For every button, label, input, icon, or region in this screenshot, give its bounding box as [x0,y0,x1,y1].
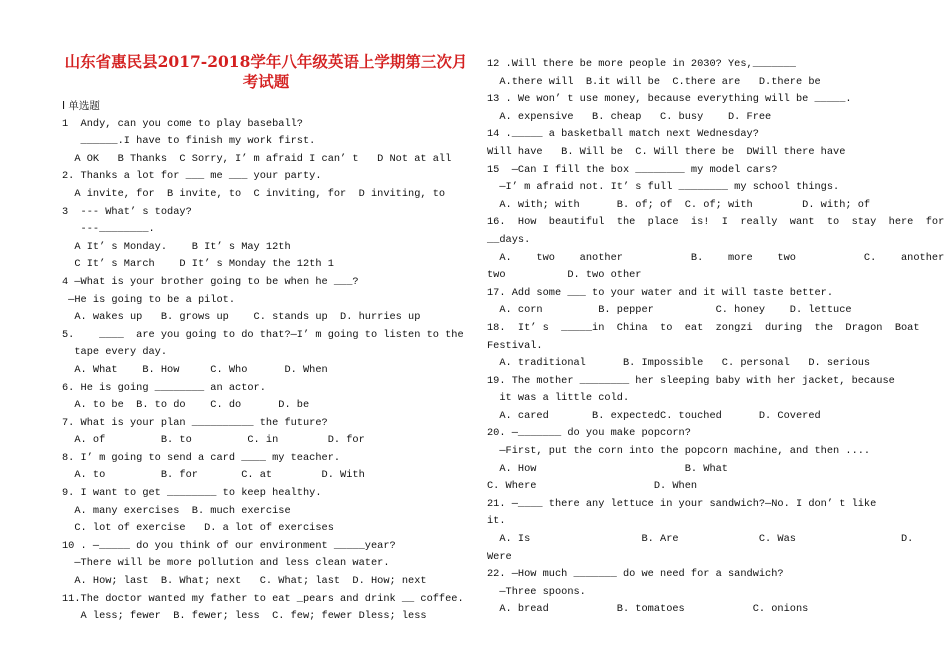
question-line: A. to B. for C. at D. With [62,469,365,482]
question-line: A. bread B. tomatoes C. onions [487,603,809,616]
question-line: it. [487,515,506,528]
title-line-2: 考试题 [242,72,290,91]
left-question-list [62,116,470,626]
question-line: 9. I want to get ________ to keep healthy. [62,487,322,500]
question-line: A. How B. What [487,462,728,475]
question-line: two D. two other [487,269,642,282]
question-line: A OK B Thanks C Sorry, I’ m afraid I can’ t D Not at all [62,152,452,165]
question-line: ---________. [62,223,155,236]
question-line: A less; fewer B. fewer; less C. few; fewer Dless; less [62,610,427,623]
question-line: A. How; last B. What; next C. What; last D. How; next [62,575,427,588]
question-line: A. of B. to C. in D. for [62,434,365,447]
question-line: A. traditional B. Impossible C. personal D. serious [487,357,871,370]
title-line-1: 山东省惠民县2017-2018学年八年级英语上学期第三次月 [64,52,468,71]
question-line: 8. I’ m going to send a card ____ my teacher. [62,451,341,464]
left-column [62,52,470,626]
question-line: C. Where D. When [487,480,698,493]
question-line: ______.I have to finish my work first. [62,135,316,148]
question-line: A. expensive B. cheap C. busy D. Free [487,110,772,123]
question-line: 12 .Will there be more people in 2030? Yes,_______ [487,58,796,70]
question-line: A.there will B.it will be C.there are D.there be [487,75,821,88]
question-line: C. lot of exercise D. a lot of exercises [62,522,334,535]
question-line: A. many exercises B. much exercise [62,504,291,517]
question-line: 14 ._____ a basketball match next Wednesday? [487,128,759,141]
question-line: C It’ s March D It’ s Monday the 12th 1 [62,258,334,271]
question-line: 7. What is your plan __________ the future? [62,416,328,429]
question-line: A invite, for B invite, to C inviting, for D inviting, to [62,187,446,200]
question-line: Were [487,550,512,563]
question-line: A. cared B. expectedC. touched D. Covered [487,409,821,422]
question-line: A It’ s Monday. B It’ s May 12th [62,240,291,253]
section-heading: Ⅰ 单选题 [62,100,100,112]
question-line: 15 —Can I fill the box ________ my model cars? [487,163,778,176]
question-line: 5. ____ are you going to do that?—I’ m going to listen to the [62,328,464,341]
question-line: Will have B. Will be C. Will there be DWill there have [487,145,846,158]
question-line: 4 —What is your brother going to be when he ___? [62,275,359,288]
question-line: it was a little cold. [487,392,630,405]
question-line: 13 . We won’ t use money, because everything will be _____. [487,93,852,106]
question-line: —Three spoons. [487,585,586,598]
right-question-list [487,56,945,619]
question-line: A. Is B. Are C. Was D. [487,533,914,546]
question-line: A. to be B. to do C. do D. be [62,399,310,412]
question-line: 21. —____ there any lettuce in your sandwich?—No. I don’ t like [487,497,877,510]
question-line: tape every day. [62,346,168,359]
question-line: —There will be more pollution and less clean water. [62,557,390,570]
question-line: 20. —_______ do you make popcorn? [487,427,691,440]
question-line: 22. —How much _______ do we need for a sandwich? [487,568,784,581]
question-line: 17. Add some ___ to your water and it will taste better. [487,286,834,299]
page-title [62,52,470,92]
question-line: —I’ m afraid not. It’ s full ________ my school things. [487,181,840,194]
question-line: A. What B. How C. Who D. When [62,363,328,376]
question-line: __days. [487,233,531,246]
question-line: 3 --- What’ s today? [62,205,192,218]
question-line: A. two another B. more two C. another [487,251,945,264]
question-line: A. corn B. pepper C. honey D. lettuce [487,304,852,317]
question-line: A. with; with B. of; of C. of; with D. with; of [487,198,871,211]
question-line: Festival. [487,339,543,352]
question-line: 18. It’ s _____in China to eat zongzi during the Dragon Boat [487,321,920,334]
question-line: 1 Andy, can you come to play baseball? [62,117,303,130]
question-line: 11.The doctor wanted my father to eat _pears and drink __ coffee. [62,592,464,605]
right-column [487,56,945,619]
question-line: A. wakes up B. grows up C. stands up D. hurries up [62,311,421,324]
question-line: 6. He is going ________ an actor. [62,381,266,394]
question-line: —First, put the corn into the popcorn machine, and then .... [487,445,871,458]
question-line: —He is going to be a pilot. [62,293,236,306]
question-line: 10 . —_____ do you think of our environment _____year? [62,539,396,552]
question-line: 2. Thanks a lot for ___ me ___ your party. [62,170,322,183]
question-line: 16. How beautiful the place is! I really want to stay here for [487,216,945,229]
question-line: 19. The mother ________ her sleeping baby with her jacket, because [487,374,895,387]
